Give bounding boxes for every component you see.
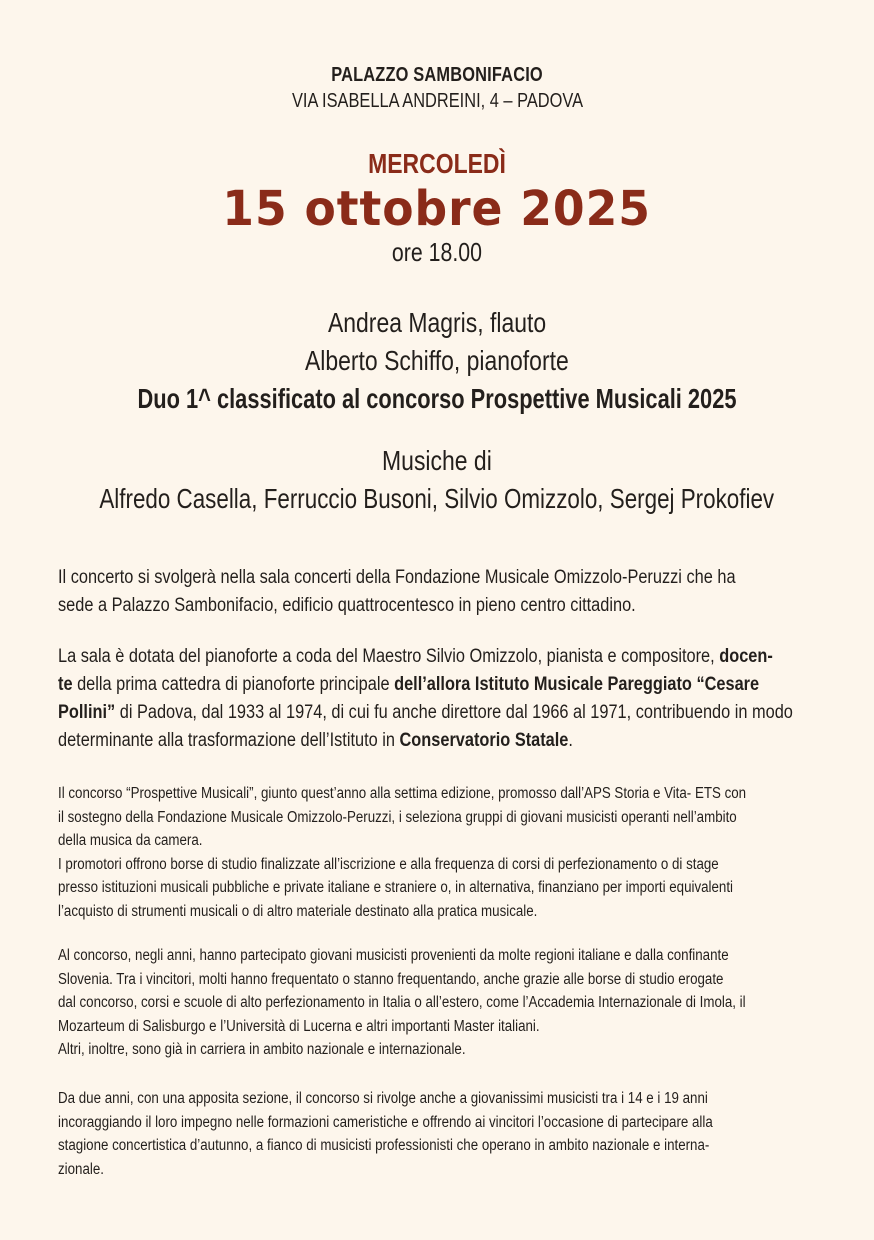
- program-intro: Musiche di: [382, 445, 492, 476]
- paragraph-1-line: Il concerto si svolgerà nella sala concerti della Fondazione Musicale Omizzolo-Peruzzi che ha: [58, 567, 736, 588]
- text-span: determinante alla trasformazione dell’Istituto in: [58, 730, 400, 751]
- venue-address: VIA ISABELLA ANDREINI, 4 – PADOVA: [291, 90, 583, 112]
- paragraph-3-line: il sostegno della Fondazione Musicale Omizzolo-Peruzzi, i seleziona gruppi di giovani musicisti operanti nell’ambito: [58, 808, 737, 826]
- event-time-block: [0, 236, 874, 268]
- bold-span: dell’allora Istituto Musicale Pareggiato “Cesare: [394, 674, 760, 695]
- paragraph-4: [58, 944, 818, 1062]
- event-time: ore 18.00: [391, 237, 483, 267]
- bold-span: Pollini”: [58, 702, 116, 723]
- paragraph-3-line: I promotori offrono borse di studio finalizzate all’iscrizione e alla frequenza di corsi di perfezionamento o di stage: [58, 855, 719, 873]
- event-date-block: [0, 180, 874, 238]
- paragraph-5-line: Da due anni, con una apposita sezione, il concorso si rivolge anche a giovanissimi musicisti tra i 14 e i 19 anni: [58, 1090, 708, 1107]
- performers-block: [0, 304, 874, 418]
- event-date: 15 ottobre 2025: [222, 181, 652, 237]
- paragraph-4-line: Slovenia. Tra i vincitori, molti hanno frequentato o stanno frequentando, anche grazie alle borse di studio erogate: [58, 970, 724, 988]
- event-day-block: [0, 147, 874, 181]
- paragraph-5: [58, 1087, 818, 1181]
- performer-1-role: , flauto: [477, 307, 547, 338]
- program-block: [0, 442, 874, 518]
- paragraph-4-line: dal concorso, corsi e scuole di alto perfezionamento in Italia o all’estero, come l’Accademia Internazionale di Imola, il: [58, 994, 746, 1011]
- bold-span: te: [58, 674, 73, 695]
- paragraph-2-line: [58, 727, 712, 755]
- paragraph-4-line: Al concorso, negli anni, hanno partecipato giovani musicisti provenienti da molte regioni italiane e dalla confinante: [58, 947, 729, 964]
- bold-span: docen-: [719, 646, 773, 667]
- program-composers: Alfredo Casella, Ferruccio Busoni, Silvio Omizzolo, Sergej Prokofiev: [99, 483, 775, 514]
- performer-2-role: , pianoforte: [454, 345, 569, 376]
- text-span: .: [568, 730, 573, 751]
- performer-2-name: Alberto Schiffo: [305, 345, 455, 376]
- performer-1: [328, 304, 546, 342]
- paragraph-2-line: [58, 643, 773, 671]
- paragraph-2-line: [58, 671, 760, 699]
- venue-block: [0, 62, 874, 114]
- bold-span: Conservatorio Statale: [399, 730, 569, 751]
- text-span: La sala è dotata del pianoforte a coda del Maestro Silvio Omizzolo, pianista e compositore,: [58, 646, 720, 667]
- paragraph-5-line: stagione concertistica d’autunno, a fianco di musicisti professionisti che operano in ambito nazionale e interna-: [58, 1137, 710, 1154]
- performer-1-name: Andrea Magris: [327, 307, 478, 338]
- paragraph-1: [58, 564, 818, 620]
- event-day: MERCOLEDÌ: [368, 148, 506, 179]
- award-line: Duo 1^ classificato al concorso Prospettive Musicali 2025: [137, 383, 737, 414]
- paragraph-2: [58, 643, 818, 755]
- paragraph-3-line: Il concorso “Prospettive Musicali”, giunto quest’anno alla settima edizione, promosso dall’APS Storia e Vita- ETS con: [58, 785, 747, 802]
- text-span: della prima cattedra di pianoforte principale: [72, 674, 395, 695]
- venue-name: PALAZZO SAMBONIFACIO: [331, 64, 543, 86]
- paragraph-2-line: [58, 699, 793, 727]
- paragraph-5-line: zionale.: [58, 1160, 104, 1178]
- paragraph-4-line: Mozarteum di Salisburgo e l’Università di Lucerna e altri importanti Master italiani.: [58, 1017, 540, 1035]
- paragraph-3-line: l’acquisto di strumenti musicali o di altro materiale destinato alla pratica musicale.: [58, 902, 538, 920]
- paragraph-3-line: della musica da camera.: [58, 832, 203, 849]
- performer-2: [305, 342, 569, 380]
- paragraph-1-line: sede a Palazzo Sambonifacio, edificio quattrocentesco in pieno centro cittadino.: [58, 595, 636, 616]
- text-span: di Padova, dal 1933 al 1974, di cui fu anche direttore dal 1966 al 1971, contribuendo in modo: [115, 702, 793, 723]
- paragraph-5-line: incoraggiando il loro impegno nelle formazioni cameristiche e offrendo ai vincitori l’occasione di partecipare alla: [58, 1113, 713, 1131]
- paragraph-3: [58, 782, 818, 923]
- paragraph-3-line: presso istituzioni musicali pubbliche e private italiane e straniere o, in alternativa, finanziano per importi equivalenti: [58, 879, 734, 896]
- paragraph-4-line: Altri, inoltre, sono già in carriera in ambito nazionale e internazionale.: [58, 1041, 466, 1058]
